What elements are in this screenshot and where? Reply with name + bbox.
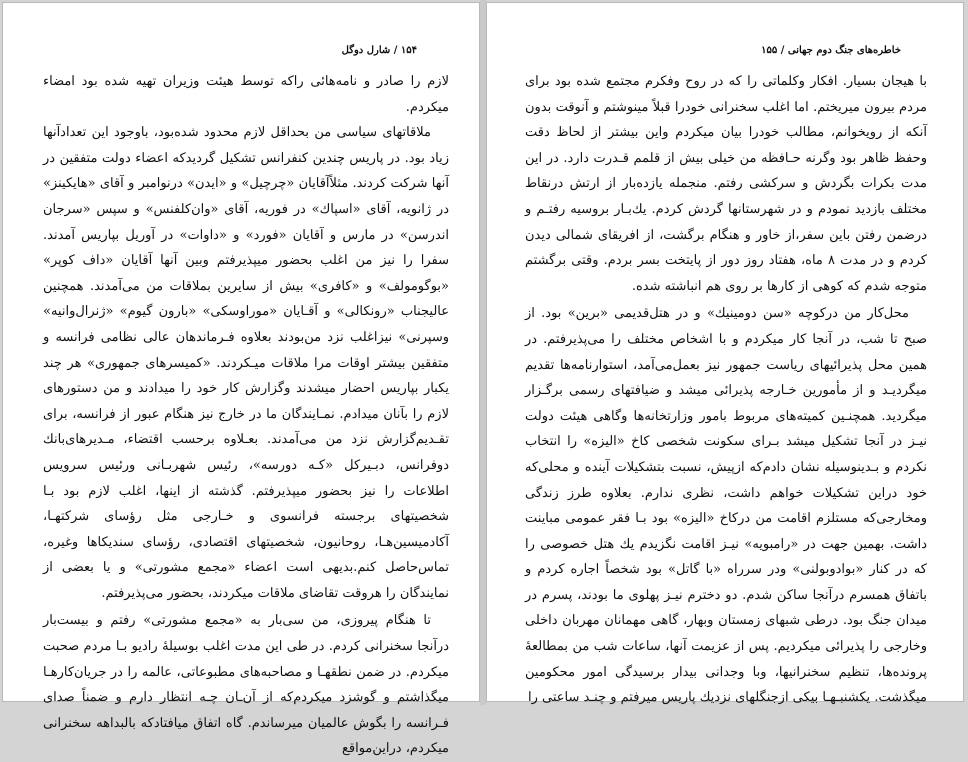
left-paragraph-2: ملاقاتهای سیاسی من بحداقل لازم محدود شده‌بود، باوجود این تعدادآنها زیاد بود. در پاریس چندین کنفرانس تشکیل گردیدکه اعضاء دولت متفقین در آنها شرکت کردند. مثلاًآقایان «چرچیل» و «ایدن» درنوامبر و آقای «هایکینز» در ژانویه، آقای «اسپاك» در فوریه، آقای «وان‌کلفنس» و سپس «سرجان اندرسن» در مارس و آقایان «فورد» و «داوات» در آوریل بپاریس آمدند. سفرا را نیز من اغلب بحضور میپذیرفتم وبین آنها آقایان «داف کوپر» «بوگومولف» و «کافری» بیش از سایرین بملاقات من می‌آمدند. همچنین عالیجناب «رونکالی» و آقـایان «موراوسکی» «بارون گیوم» «ژنرال‌وانیه» وسپرنی» نیزاغلب نزد من‌بودند بعلاوه فـرماندهان عالی نظامی فرانسه و متفقین بیشتر اوقات مرا ملاقات میـکردند. «کمیسرهای جمهوری» هر چند یکبار بپاریس احضار میشدند وگزارش کار خود را میدادند و من دستورهای لازم را بآنان میدادم. نمـایندگان ما در خارج نیز هنگام عبور از فرانسه، برای تقـدیم‌گزارش نزد من می‌آمدند. بعـلاوه برحسب اقتضاء، مـدیرهای‌بانك دوفرانس، دبـیرکل «کـه دورسه»، رئیس شهربـانی ورئیس سرویس اطلاعات را نیز بحضور میپذیرفتم. گذشته از اینها، اغلب لازم بود بـا شخصیتهای برجسته فرانسوی و خـارجی مثل رؤسای شرکتهـا، آکادمیسین‌هـا، روحانیون، شخصیتهای اقتصادی، رؤسای سندیکاها وغیره، تماس‌حاصل کنم.بدیهی است اعضاء «مجمع مشورتی» و یا بعضی از نمایندگان را هروقت تقاضای ملاقات میکردند، بحضور می‌پذیرفتم. — [43, 125, 449, 601]
left-page-header: ۱۵۴ / شارل دوگل — [341, 45, 417, 56]
right-page — [486, 2, 964, 706]
right-page-body — [525, 69, 927, 711]
left-page-body — [43, 69, 449, 762]
right-paragraph-1: با هیجان بسیار. افکار وکلماتی را که در روح وفکرم مجتمع شده بود برای مردم بیرون میریختم. اما اغلب سخنرانی خودرا قبلاً مینوشتم و آنوقت بدون آنکه از رویخوانم، مطالب خودرا بیان میکردم واین بیشتر از لحاظ دقت وحفظ ظاهر بود وگرنه حـافظه من خیلی بیش از قلمم قـدرت دارد. در این مدت بکرات بگردش و سرکشی رفتم. منجمله یازده‌بار از ارتش درنقاط مختلف بازدید نمودم و در شهرستانها گردش کردم. یك‌بـار بروسیه رفتـم و درضمن رفتن باین سفر،از خاور و هنگام برگشت، از افریقای شمالی دیدن کردم و در مدت ۸ ماه، هفتاد روز دور از پایتخت بسر بردم. وقتی برگشتم متوجه شدم که کوهی از کارها بر روی هم انباشته شده. — [525, 74, 927, 294]
left-paragraph-1: لازم را صادر و نامه‌هائی راکه توسط هیئت وزیران تهیه شده بود امضاء میکردم. — [43, 74, 449, 115]
left-page — [2, 2, 480, 757]
right-paragraph-2: محل‌کار من درکوچه «سن دومینیك» و در هتل‌قدیمی «برین» بود. از صبح تا شب، در آنجا کار میکردم و با اشخاص مختلف را می‌پذیرفتم. در همین محل پذیرائیهای ریاست جمهور نیز بعمل‌می‌آمد، استوارنامه‌ها تقدیم میگردیـد و از مأمورین خـارجه پذیرائی میشد و ضیافتهای رسمی برگـزار میگردید. همچنـین کمیته‌های مربوط بامور وزارتخانه‌ها وگاهی هیئت دولت نیـز در آنجا تشکیل میشد بـرای سکونت شخصی کاخ «الیزه» را انتخاب نکردم و بـدینوسیله نشان دادم‌که ازپیش، نسبت بتشکیلات آینده و محلی‌که خود دراین تشکیلات خواهم داشت، نظری ندارم. بعلاوه طرز زندگی ومخارجی‌که مستلزم اقامت من درکاخ «الیزه» بود بـا فقر عمومی مباینت داشت. بهمین جهت در «رامبویه» نیـز اقامت نگزیدم یك هتل خصوصی را که در کنار «بوادوبولنی» ودر سرراه «با گاتل» بود شخصاً اجاره کردم و باتفاق همسرم درآنجا ساکن شدم. دو دخترم نیـز پهلوی ما بودند، پسرم در میدان جنگ بود. درطی شبهای زمستان وبهار، گاهی مهمانان مهربان داخلی وخارجی را پذیرائی میکردیم. پس از عزیمت آنها، ساعات شب من بمطالعهٔ پرونده‌ها، تنظیم سخنرانیها، وبا وجدانی بیدار برسیدگی امور محکومین میگذشت. یکشنبـهـا بیکی ازجنگلهای نزدیك پاریس میرفتم و چنـد ساعتی را — [525, 306, 927, 706]
right-page-header: خاطره‌های جنگ دوم جهانی / ۱۵۵ — [761, 45, 901, 56]
left-paragraph-3: تا هنگام پیروزی، من سی‌بار به «مجمع مشورتی» رفتم و بیست‌بار درآنجا سخنرانی کردم. در طی این مدت اغلب بوسیلهٔ رادیو بـا مردم صحبت میکردم. در ضمن نطقهـا و مصاحبه‌های مطبوعاتی، عالمه را در جریان‌کارهـا میگذاشتم و گوشزد میکردم‌که از آن‌ـان چـه انتظار دارم و ضمناً صدای فـرانسه را بگوش عالمیان میرساندم. گاه اتفاق میافتاد‌که بالبداهه سخنرانی میکردم، دراین‌مواقع — [43, 613, 449, 757]
